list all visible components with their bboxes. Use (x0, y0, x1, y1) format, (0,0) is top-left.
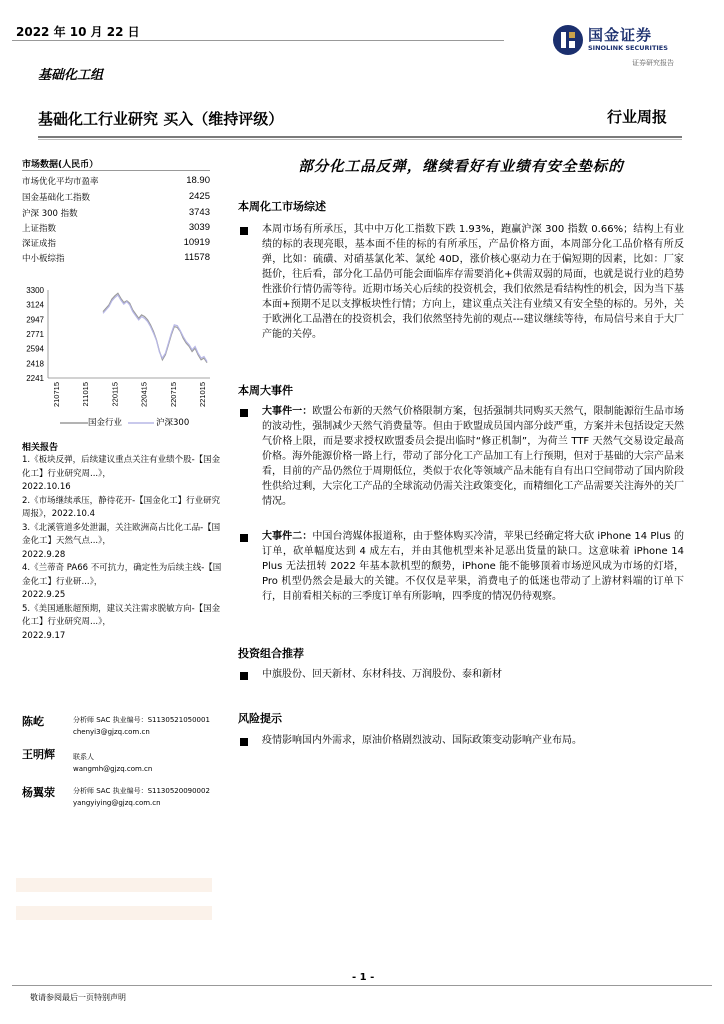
index-line-chart (16, 284, 216, 434)
risk-text: 疫情影响国内外需求，原油价格剧烈波动、国际政策变动影响产业布局。 (262, 735, 582, 746)
sinolink-logo-icon (552, 24, 584, 56)
event-two: 大事件二：中国台湾媒体报道称，由于整体购买冷清，苹果已经确定将大砍 iPhone 14 Plus 的订单，砍单幅度达到 4 成左右，并由其他机型来补足恶出货量的缺口。这意味着 iPhone 14 Plus 无法扭转 2022 年基本款机型的颓势，iPhone 能不能够顶着市场逆风成为市场的灯塔，Pro 机型仍然会是最大的关键。不仅仅是苹果，消费电子的低迷也带动了上游材料端的订单下行，目前看相关标的三季度订单有所影响，四季度的情况仍待观察。 (262, 531, 685, 602)
market-row: 国金基础化工指数 2425 (22, 191, 210, 203)
analyst-email[interactable]: chenyi3@gjzq.com.cn (73, 727, 150, 736)
research-group: 基础化工组 (38, 68, 104, 83)
related-report-line[interactable]: 1.《板块反弹，后续建议重点关注有业绩个股-【国金化工】行业研究周...》， (22, 455, 221, 479)
market-data-divider (22, 170, 210, 171)
analyst-info: 分析师 SAC 执业编号：S1130521050001 chenyi3@gjzq.com.cn (73, 715, 210, 738)
legend-label-industry: 国金行业 (88, 418, 123, 428)
related-report-date: 2022.9.28 (22, 549, 66, 560)
section-title-events: 本周大事件 (238, 384, 293, 397)
related-report-line[interactable]: 4.《兰蒂奇 PA66 不可抗力，确定性为后续主线-【国金化工】行业研...》， (22, 563, 222, 587)
logo-chinese-name: 国金证券 (588, 26, 653, 44)
report-type: 行业周报 (607, 108, 668, 126)
headline: 部分化工品反弹，继续看好有业绩有安全垫标的 (298, 159, 624, 175)
legend-swatch-hs300 (128, 418, 158, 428)
related-reports-list (22, 454, 222, 643)
decorative-band (16, 878, 212, 892)
decorative-band (16, 906, 212, 920)
portfolio-text: 中旗股份、回天新材、东材科技、万润股份、泰和新材 (262, 669, 502, 680)
y-tick-label: 3300 (26, 286, 44, 295)
analyst-name: 杨翼荥 (22, 786, 55, 799)
footer-divider (12, 985, 712, 986)
y-tick-label: 2594 (26, 344, 44, 354)
x-tick-label: 220715 (168, 382, 178, 408)
related-report-line[interactable]: 3.《北溪管道多处泄漏，关注欧洲高占比化工品-【国金化工】天然气点...》， (22, 522, 221, 546)
bullet-icon (240, 534, 248, 542)
related-report-date: 2022.10.16 (22, 482, 71, 492)
event-one: 大事件一：欧盟公布新的天然气价格限制方案，包括强制共同购买天然气，限制能源衍生品市场的波动性，强制减少天然气消费量等。但由于欧盟成员国内部分歧严重，方案并未包括设定天然气价格上限，而是要求授权欧盟委员会提出临时“修正机制”，为荷兰 TTF 天然气交易设定最高价格。海外能源价格一路上行，带动了部分化工产品加工有上行预期，但对于基础的大宗产品来看，目前的产品仍然位于周期低位，类似于农化等领域产品未能有自有出口空间带动了国内阶段性供给过剩，大宗化工产品的全球流动仍需关注政策变化，而精细化工产品需要关注海外的关厂情况。 (262, 406, 685, 507)
series-line-1 (103, 295, 207, 362)
bullet-icon (240, 409, 248, 417)
legend-label-hs300: 沪深300 (156, 418, 190, 428)
analyst-email[interactable]: yangyiying@gjzq.com.cn (73, 798, 161, 807)
market-row: 上证指数 3039 (22, 222, 210, 234)
report-date: 2022 年 10 月 22 日 (16, 25, 140, 39)
related-report-date: 2022.9.17 (22, 630, 66, 641)
page-number: - 1 - (352, 972, 375, 983)
bullet-icon (240, 738, 248, 746)
report-title: 基础化工行业研究 买入（维持评级） (38, 110, 284, 128)
section-title-risk: 风险提示 (238, 712, 282, 725)
market-row: 中小板综指 11578 (22, 252, 210, 264)
related-reports-heading: 相关报告 (22, 443, 59, 453)
analyst-info: 联系人 wangmh@gjzq.com.cn (73, 752, 152, 775)
market-row: 深证成指 10919 (22, 237, 210, 249)
section-title-market-review: 本周化工市场综述 (238, 200, 326, 213)
y-tick-label: 2771 (26, 329, 44, 339)
y-tick-label: 2947 (26, 315, 44, 325)
logo-subtitle: 证券研究报告 (632, 59, 674, 67)
bullet-icon (240, 227, 248, 235)
footer-disclaimer[interactable]: 敬请参阅最后一页特别声明 (30, 993, 126, 1002)
logo-english-name: SINOLINK SECURITIES (588, 44, 668, 52)
x-tick-label: 210715 (52, 382, 61, 408)
section-title-portfolio: 投资组合推荐 (238, 647, 304, 660)
related-report-line[interactable]: 5.《美国通胀超预期，建议关注需求脱敏方向-【国金化工】行业研究周...》， (22, 603, 221, 627)
market-data-heading: 市场数据(人民币） (22, 160, 99, 170)
related-report-date: 2022.9.25 (22, 590, 66, 600)
title-divider (38, 136, 682, 138)
title-divider-thin (38, 139, 682, 140)
y-tick-label: 2418 (26, 359, 44, 369)
related-report-line[interactable]: 2.《市场继续承压，静待花开-【国金化工】行业研究周报》，2022.10.4 (22, 495, 221, 519)
top-divider (12, 40, 504, 41)
x-tick-label: 220115 (110, 382, 120, 407)
analyst-name: 陈屹 (22, 715, 44, 728)
x-tick-label: 211015 (81, 382, 91, 407)
x-tick-label: 221015 (198, 382, 207, 408)
market-row: 市场优化平均市盈率 18.90 (22, 175, 210, 187)
bullet-icon (240, 672, 248, 680)
x-tick-label: 220415 (139, 382, 149, 408)
series-line-0 (103, 293, 207, 362)
analyst-info: 分析师 SAC 执业编号：S1130520090002 yangyiying@gjzq.com.cn (73, 786, 210, 809)
y-tick-label: 2241 (26, 374, 44, 383)
y-tick-label: 3124 (26, 300, 44, 310)
analyst-email[interactable]: wangmh@gjzq.com.cn (73, 764, 153, 773)
market-row: 沪深 300 指数 3743 (22, 207, 210, 219)
market-review-text: 本周市场有所承压，其中中万化工指数下跌 1.93%，跑赢沪深 300 指数 0.66%；结构上有业绩的标的表现亮眼，基本面不佳的标的有所承压，产品价格方面，本周部分化工品价格有所反弹，比如：硫磺、对硝基氯化苯、氯纶 40D，涨价核心驱动力在于偏短期的因素，比如：厂家挺价，往后看，部分化工品仍可能会面临库存需要消化+供需双弱的局面，也就是说行业的趋势性涨价行情仍需等待。近期市场关心后续的投资机会，我们依然是看结构性的机会，因为当下基本面+预期不足以支撑板块性行情；方向上，建议重点关注有业绩又有安全垫的标的。另外，关于欧洲化工品潜在的投资机会，我们依然坚持先前的观点---建议继续等待，布局信号来自于大厂产能的关停。 (262, 224, 684, 340)
analyst-name: 王明辉 (22, 748, 55, 761)
